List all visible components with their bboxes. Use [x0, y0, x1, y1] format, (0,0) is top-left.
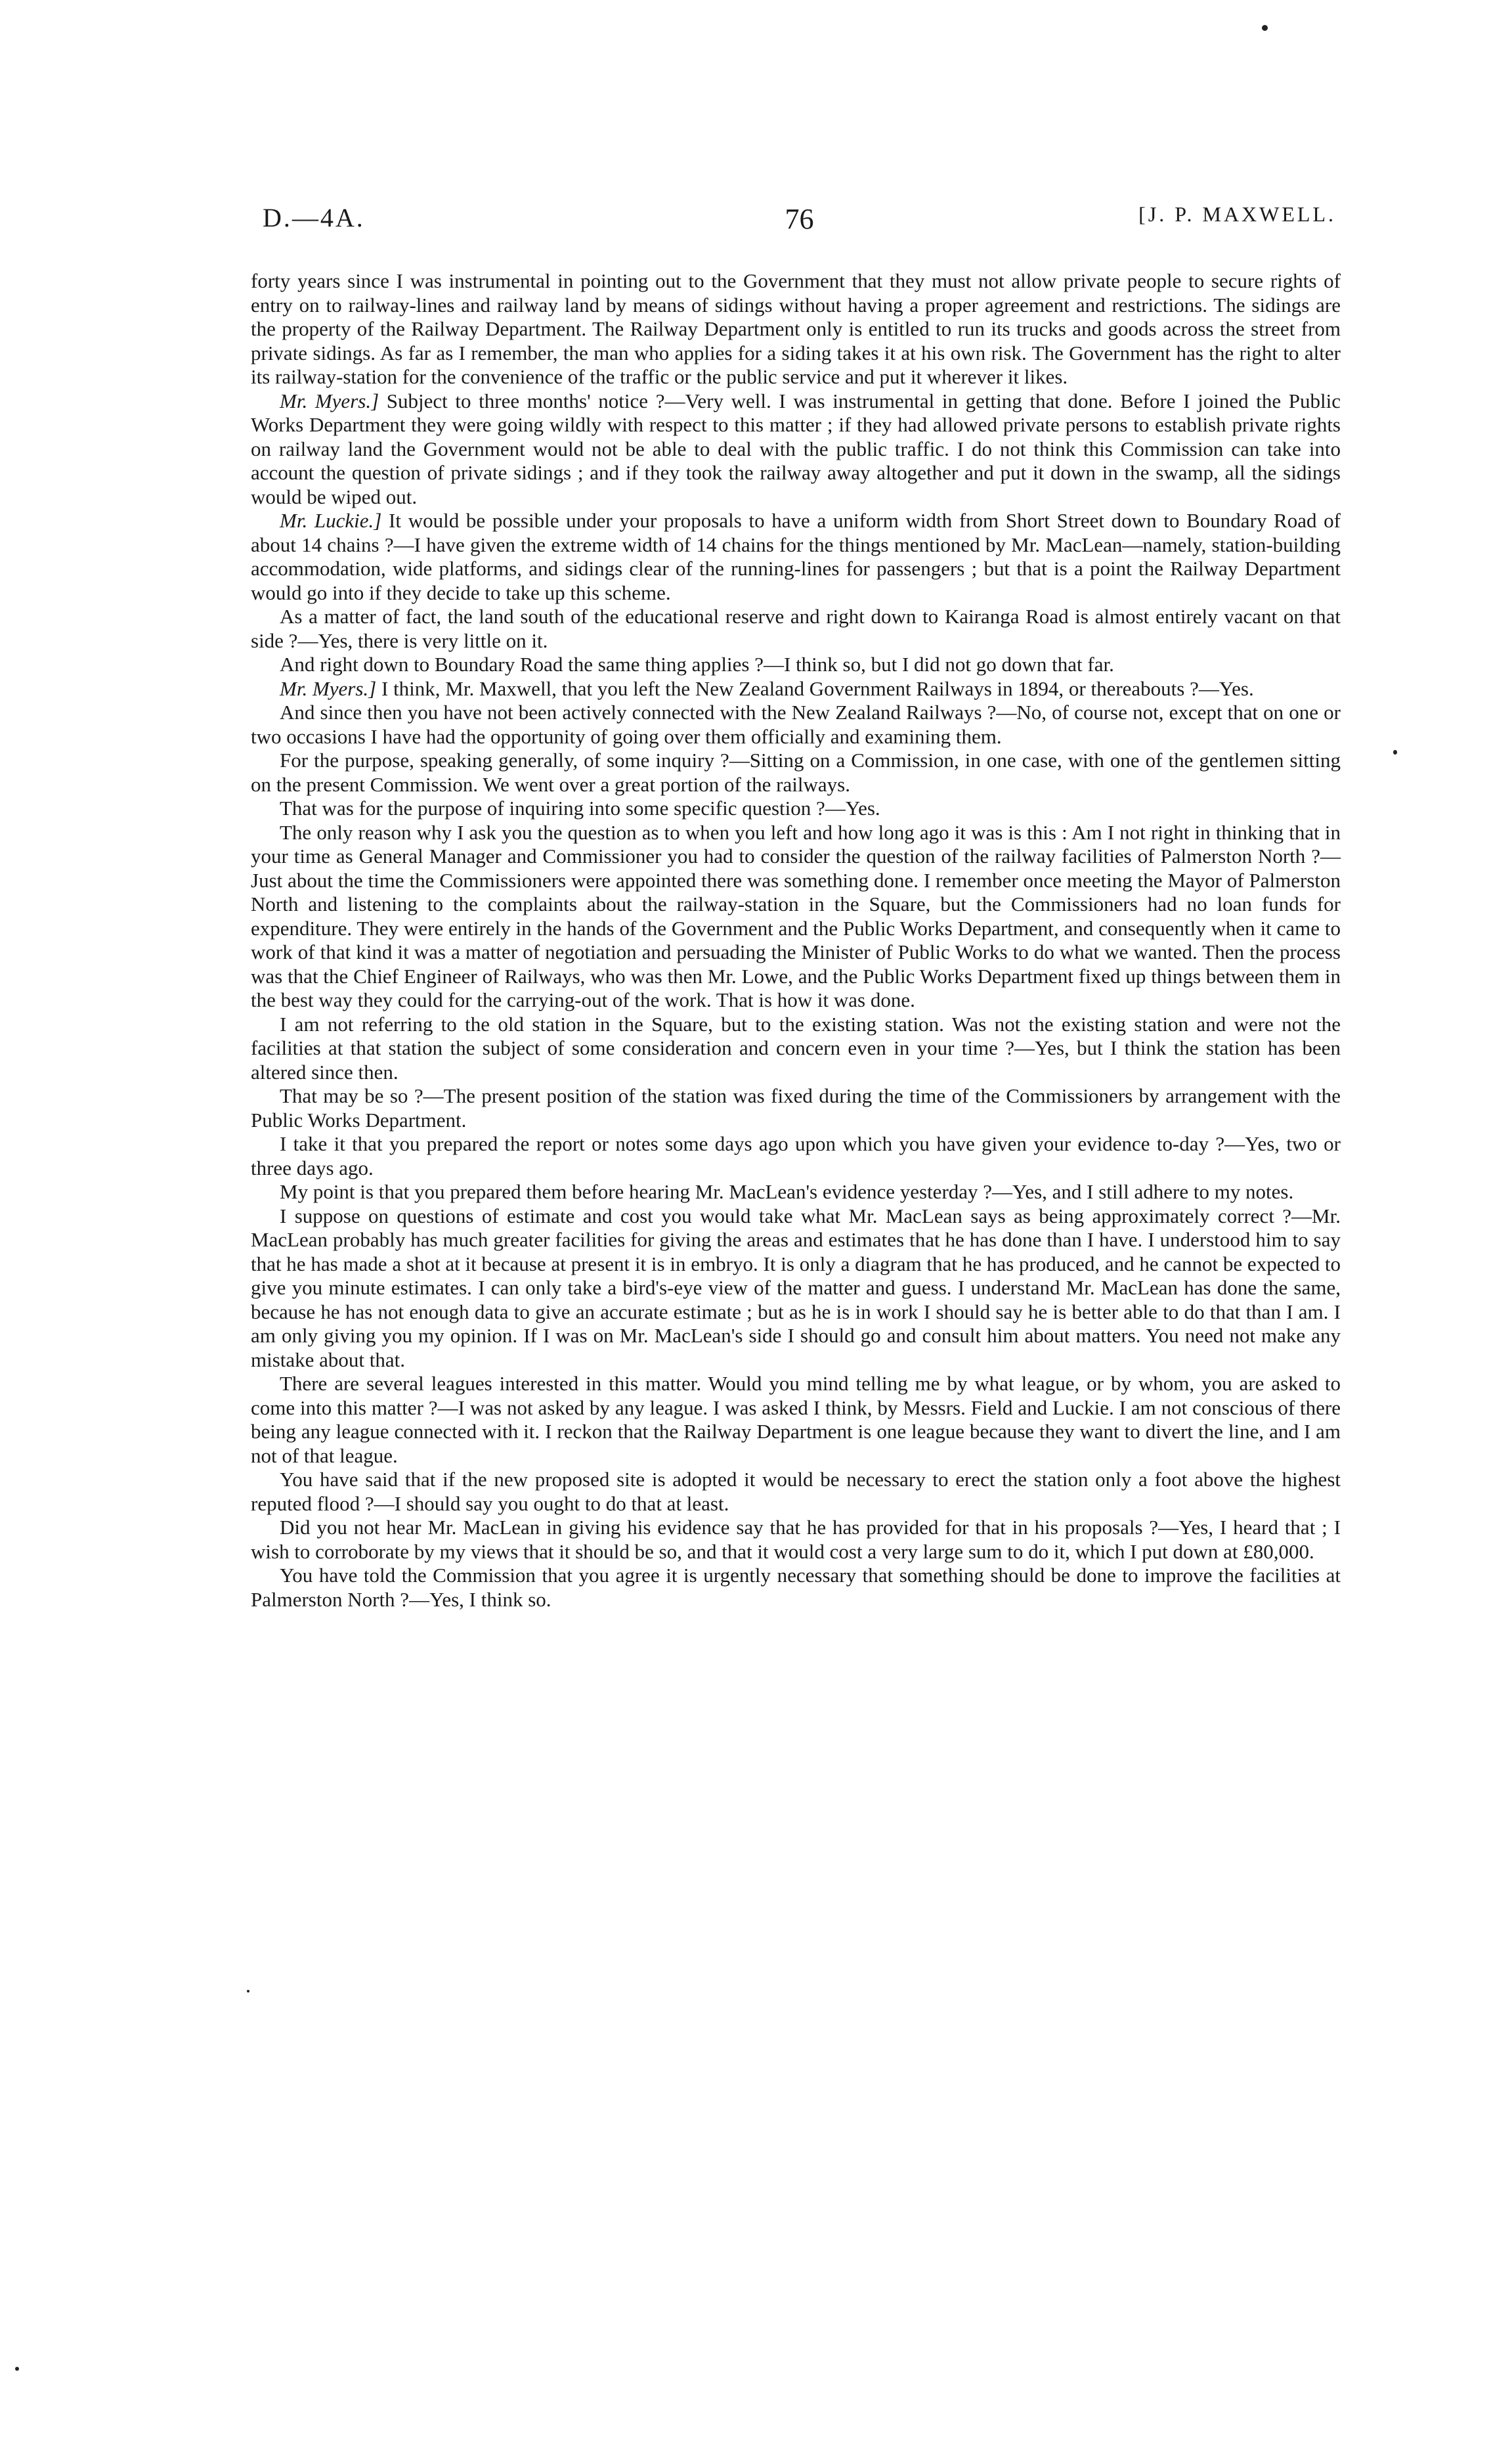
scan-speck: [1393, 750, 1397, 755]
paragraph-text: forty years since I was instrumental in pointing out to the Government that they must not allow private people to secure rights of entry on to railway-lines and railway land by means of sidings without having a proper agreement and restrictions. The sidings are the property of the Railway Department. The Railway Department only is entitled to run its trucks and goods across the street from private sidings. As far as I remember, the man who applies for a siding takes it at his own risk. The Government has the right to alter its railway-station for the convenience of the traffic or the public service and put it wherever it likes.: [251, 269, 1341, 388]
paragraph: [251, 1084, 1341, 1132]
paragraph: [251, 1180, 1341, 1204]
paragraph: [251, 1372, 1341, 1468]
speaker-label: Mr. Myers.]: [280, 389, 379, 412]
paragraph: [251, 509, 1341, 605]
paragraph-text: As a matter of fact, the land south of the educational reserve and right down to Kairanga Road is almost entirely vacant on that side ?—Yes, there is very little on it.: [251, 605, 1341, 652]
paragraph-text: You have told the Commission that you agree it is urgently necessary that something should be done to improve the facilities at Palmerston North ?—Yes, I think so.: [251, 1564, 1341, 1611]
paragraph: [251, 1132, 1341, 1180]
witness-name: [J. P. MAXWELL.: [1138, 202, 1336, 226]
scan-speck: [1262, 25, 1268, 31]
scan-speck: [247, 1990, 249, 1992]
paragraph-text: I suppose on questions of estimate and cost you would take what Mr. MacLean says as being approximately correct ?—Mr. MacLean probably has much greater facilities for giving the areas and estimates that he has done than I have. I understood him to say that he has made a shot at it because at present it is in embryo. It is only a diagram that he has produced, and he cannot be expected to give you minute estimates. I can only take a bird's-eye view of the matter and guess. I understand Mr. MacLean has done the same, because he has not enough data to give an accurate estimate ; but as he is in work I should say he is better able to do that than I am. I am only giving you my opinion. If I was on Mr. MacLean's side I should go and consult him about matters. You need not make any mistake about that.: [251, 1204, 1341, 1371]
paragraph-text: I take it that you prepared the report or notes some days ago upon which you have given your evidence to-day ?—Yes, two or three days ago.: [251, 1132, 1341, 1179]
paragraph-text: It would be possible under your proposals to have a uniform width from Short Street down to Boundary Road of about 14 chains ?—I have given the extreme width of 14 chains for the things mentioned by Mr. MacLean—namely, station-building accommodation, wide platforms, and sidings clear of the running-lines for passengers ; but that is a point the Railway Department would go into if they decide to take up this scheme.: [251, 509, 1341, 604]
paragraph: [251, 1204, 1341, 1373]
paragraph: [251, 821, 1341, 1013]
paragraph: [251, 1013, 1341, 1085]
paragraph: [251, 269, 1341, 389]
paragraph-text: Subject to three months' notice ?—Very well. I was instrumental in getting that done. Before I joined the Public Works Department they were going wildly with respect to this matter ; if they had allowed private persons to establish private rights on railway land the Government would not be able to deal with the public traffic. I do not think this Commission can take into account the question of private sidings ; and if they took the railway away altogether and put it down in the swamp, all the sidings would be wiped out.: [251, 389, 1341, 508]
page-number: 76: [785, 203, 814, 235]
paragraph-text: The only reason why I ask you the question as to when you left and how long ago it was is this : Am I not right in thinking that in your time as General Manager and Commissioner you had to consider the question of the railway facilities of Palmerston North ?—Just about the time the Commissioners were appointed there was something done. I remember once meeting the Mayor of Palmerston North and listening to the complaints about the railway-station in the Square, but the Commissioners had no loan funds for expenditure. They were entirely in the hands of the Government and the Public Works Department, and consequently when it came to work of that kind it was a matter of negotiation and persuading the Minister of Public Works to do what we wanted. Then the process was that the Chief Engineer of Railways, who was then Mr. Lowe, and the Public Works Department fixed up things between them in the best way they could for the carrying-out of the work. That is how it was done.: [251, 820, 1341, 1011]
paragraph-text: I am not referring to the old station in the Square, but to the existing station. Was not the existing station and were not the facilities at that station the subject of some consideration and concern even in your time ?—Yes, but I think the station has been altered since then.: [251, 1012, 1341, 1084]
scan-speck: [15, 2367, 19, 2371]
paragraph-text: Did you not hear Mr. MacLean in giving his evidence say that he has provided for that in his proposals ?—Yes, I heard that ; I wish to corroborate by my views that it should be so, and that it would cost a very large sum to do it, which I put down at £80,000.: [251, 1516, 1341, 1563]
paragraph-text: And since then you have not been actively connected with the New Zealand Railways ?—No, of course not, except that on one or two occasions I have had the opportunity of going over them officially and examining them.: [251, 701, 1341, 748]
speaker-label: Mr. Myers.]: [280, 676, 377, 700]
paragraph: [251, 749, 1341, 797]
body-text: [251, 269, 1341, 1612]
paragraph-text: There are several leagues interested in this matter. Would you mind telling me by what league, or by whom, you are asked to come into this matter ?—I was not asked by any league. I was asked I think, by Messrs. Field and Luckie. I am not conscious of there being any league connected with it. I reckon that the Railway Department is one league because they want to divert the line, and I am not of that league.: [251, 1372, 1341, 1467]
paragraph-text: That may be so ?—The present position of the station was fixed during the time of the Commissioners by arrangement with the Public Works Department.: [251, 1084, 1341, 1132]
page-header: [263, 202, 1336, 242]
document-reference: D.—4A.: [263, 203, 365, 232]
paragraph: [251, 1564, 1341, 1612]
paragraph: [251, 653, 1341, 677]
paragraph: [251, 677, 1341, 701]
paragraph-text: For the purpose, speaking generally, of some inquiry ?—Sitting on a Commission, in one case, with one of the gentlemen sitting on the present Commission. We went over a great portion of the railways.: [251, 749, 1341, 796]
paragraph: [251, 701, 1341, 749]
paragraph: [251, 1468, 1341, 1516]
paragraph: [251, 797, 1341, 821]
paragraph: [251, 605, 1341, 653]
paragraph-text: And right down to Boundary Road the same thing applies ?—I think so, but I did not go down that far.: [280, 653, 1114, 676]
paragraph-text: My point is that you prepared them before hearing Mr. MacLean's evidence yesterday ?—Yes, and I still adhere to my notes.: [280, 1180, 1294, 1203]
paragraph: [251, 1516, 1341, 1564]
paragraph-text: That was for the purpose of inquiring into some specific question ?—Yes.: [280, 797, 880, 820]
speaker-label: Mr. Luckie.]: [280, 509, 382, 532]
paragraph: [251, 389, 1341, 510]
paragraph-text: You have said that if the new proposed site is adopted it would be necessary to erect the station only a foot above the highest reputed flood ?—I should say you ought to do that at least.: [251, 1468, 1341, 1515]
paragraph-text: I think, Mr. Maxwell, that you left the New Zealand Government Railways in 1894, or thereabouts ?—Yes.: [376, 676, 1254, 700]
